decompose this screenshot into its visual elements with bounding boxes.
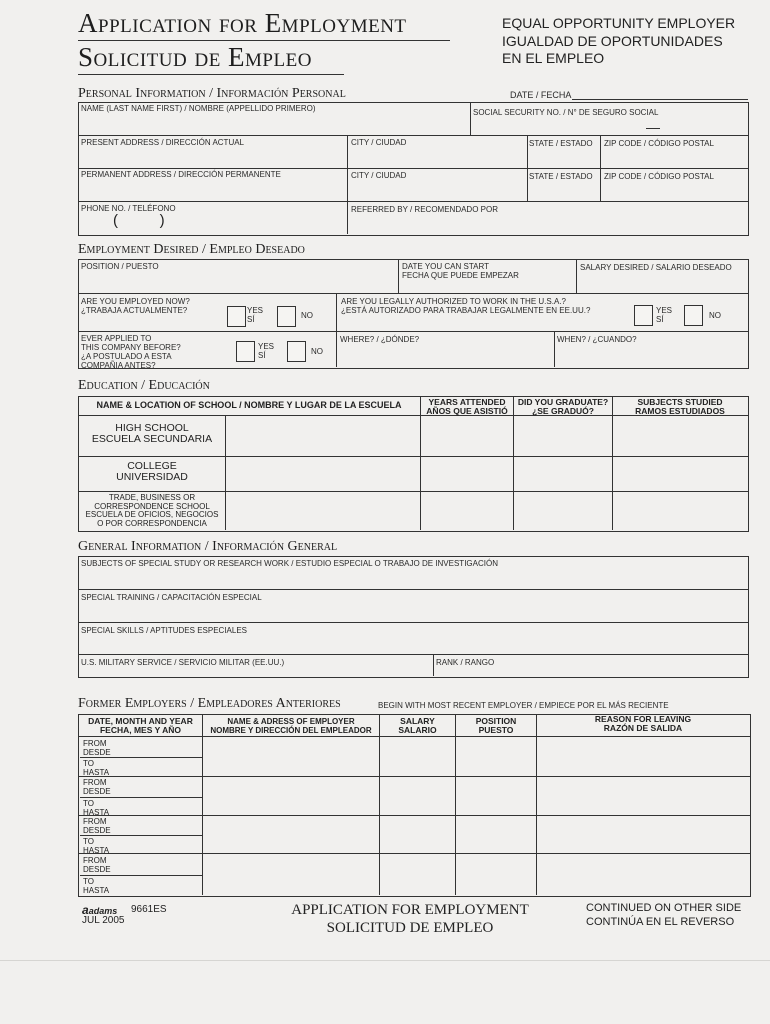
permanent-zip-label: ZIP CODE / CÓDIGO POSTAL [604,172,714,181]
former-col-date-line: DATE, MONTH AND YEAR [88,716,193,726]
from-label [83,856,111,874]
from-line: DESDE [83,748,111,757]
from-line: FROM [83,817,107,826]
permanent-zip-input[interactable] [601,181,747,200]
row-label-line: O POR CORRESPONDENCIA [97,518,207,528]
yes-label-line: YES [656,306,673,315]
yes-label-line: YES [247,306,264,315]
former-employers-note: BEGIN WITH MOST RECENT EMPLOYER / EMPIECE POR EL MÁS RECIENTE [378,701,669,710]
present-city-label: CITY / CIUDAD [351,138,407,147]
permanent-state-label: STATE / ESTADO [529,172,593,181]
section-title-education: Education / Educación [78,378,210,393]
former-col-name-line: NAME & ADRESS OF EMPLOYER [227,717,355,726]
from-line: FROM [83,778,107,787]
start-date-label-line: FECHA QUE PUEDE EMPEZAR [402,271,519,280]
permanent-city-input[interactable] [348,180,526,200]
start-date-label [402,262,519,280]
yes-label-line: SÍ [258,351,266,360]
row-label-line: HIGH SCHOOL [115,422,189,434]
where-label: WHERE? / ¿DÓNDE? [340,335,420,344]
education-col-graduated-line: DID YOU GRADUATE? [517,397,609,407]
from-line: DESDE [83,787,111,796]
continued-spanish: CONTINÚA EN EL REVERSO [586,916,735,928]
to-line: HASTA [83,808,110,817]
applied-yes-checkbox[interactable] [236,341,255,362]
eoe-line: IGUALDAD DE OPORTUNIDADES [502,32,723,49]
special-skills-input[interactable] [79,636,747,653]
applied-yes-label [258,342,274,360]
employed-now-line: ARE YOU EMPLOYED NOW? [81,297,190,306]
special-training-label: SPECIAL TRAINING / CAPACITACIÓN ESPECIAL [81,593,262,602]
where-input[interactable] [337,345,553,366]
applied-no-checkbox[interactable] [287,341,306,362]
authorized-yes-checkbox[interactable] [634,305,653,326]
education-row-college [80,461,224,483]
phone-area-code-parens: ( ) [113,212,165,229]
applied-before-line: ¿A POSTULADO A ESTA [81,352,172,361]
row-label-line: TRADE, BUSINESS OR [108,493,196,502]
applied-before-label [81,334,181,370]
to-label [83,759,109,777]
special-training-input[interactable] [79,603,747,621]
permanent-address-label: PERMANENT ADDRESS / DIRECCIÓN PERMANENTE [81,170,281,179]
when-input[interactable] [555,345,747,366]
authorized-label-line: ARE YOU LEGALLY AUTHORIZED TO WORK IN THE U.S.A.? [341,297,566,306]
employed-no-label: NO [301,311,313,320]
title-spanish: Solicitud de Empleo [78,42,312,72]
phone-label: PHONE NO. / TELÉFONO [81,204,176,213]
former-col-position [456,717,536,735]
phone-input[interactable] [79,213,346,233]
salary-desired-input[interactable] [577,273,747,292]
adams-logo-icon: a [82,903,89,917]
former-col-date [80,717,201,735]
referred-by-input[interactable] [348,214,747,233]
employer-row-input[interactable] [203,816,749,852]
former-col-salary-line: SALARIO [398,725,437,735]
yes-label-line: SÍ [247,315,255,324]
education-col-graduated [514,398,612,416]
special-study-input[interactable] [79,569,747,588]
from-line: FROM [83,856,107,865]
education-col-years-line: AÑOS QUE ASISTIÓ [426,406,508,416]
education-trade-input[interactable] [226,492,747,529]
present-city-input[interactable] [348,147,526,167]
special-study-label: SUBJECTS OF SPECIAL STUDY OR RESEARCH WORK / ESTUDIO ESPECIAL O TRABAJO DE INVESTIGACIÓN [81,559,498,568]
row-label-line: COLLEGE [127,460,177,472]
section-title-employment: Employment Desired / Empleo Deseado [78,242,305,257]
employed-yes-label [247,306,263,324]
authorized-yes-label [656,306,672,324]
permanent-city-label: CITY / CIUDAD [351,171,407,180]
name-input[interactable] [79,113,469,134]
section-title-personal: Personal Information / Información Personal [78,86,346,101]
applied-no-label: NO [311,347,323,356]
education-row-trade [80,494,224,528]
row-label-line: ESCUELA SECUNDARIA [91,433,213,445]
former-col-name-line: NOMBRE Y DIRECCIÓN DEL EMPLEADOR [210,726,372,735]
to-label [83,877,109,895]
position-input[interactable] [79,272,397,292]
former-col-reason-line: RAZÓN DE SALIDA [603,723,683,733]
title-english: Application for Employment [78,8,407,38]
education-col-years-line: YEARS ATTENDED [428,397,506,407]
from-label [83,817,111,835]
education-col-school: NAME & LOCATION OF SCHOOL / NOMBRE Y LUGAR DE LA ESCUELA [96,400,402,410]
employed-now-label [81,297,190,315]
from-line: DESDE [83,865,111,874]
military-service-label: U.S. MILITARY SERVICE / SERVICIO MILITAR (EE.UU.) [81,658,285,667]
present-zip-input[interactable] [601,148,747,167]
education-col-years [421,398,513,416]
former-col-reason-line: REASON FOR LEAVING [594,714,692,724]
row-label-line: CORRESPONDENCE SCHOOL [94,501,210,511]
form-number: 9661ES [131,904,167,915]
education-col-graduated-line: ¿SE GRADUÓ? [532,406,594,416]
to-label [83,799,109,817]
footer-title-spanish: SOLICITUD DE EMPLEO [326,920,494,936]
name-field-label: NAME (LAST NAME FIRST) / NOMBRE (APPELLIDO PRIMERO) [81,104,316,113]
employer-row-input[interactable] [203,777,749,814]
brand-name: adams [88,906,118,916]
from-label [83,778,111,796]
permanent-address-input[interactable] [79,180,346,200]
from-label [83,739,111,757]
to-line: HASTA [83,768,110,777]
footer-title-english: APPLICATION FOR EMPLOYMENT [291,902,529,918]
military-service-input[interactable] [79,667,432,675]
employed-no-checkbox[interactable] [277,306,296,327]
equal-opportunity-notice [502,15,735,68]
eoe-line: EQUAL OPPORTUNITY EMPLOYER [502,15,736,31]
to-line: TO [83,837,94,846]
row-label-line: ESCUELA DE OFICIOS, NEGOCIOS [85,510,219,520]
form-date: JUL 2005 [82,915,125,926]
present-address-input[interactable] [79,147,346,167]
to-line: TO [83,877,94,886]
employed-now-line: ¿TRABAJA ACTUALMENTE? [81,306,188,315]
start-date-label-line: DATE YOU CAN START [402,262,489,271]
from-line: DESDE [83,826,111,835]
former-col-name [203,717,379,735]
authorized-no-label: NO [709,311,721,320]
former-col-reason [537,715,749,733]
present-zip-label: ZIP CODE / CÓDIGO POSTAL [604,139,714,148]
to-line: HASTA [83,846,110,855]
continued-english: CONTINUED ON OTHER SIDE [586,902,742,914]
referred-by-label: REFERRED BY / RECOMENDADO POR [351,205,498,214]
eoe-line: EN EL EMPLEO [502,50,605,66]
employed-yes-checkbox[interactable] [227,306,246,327]
authorized-label [341,297,590,315]
education-col-subjects [613,398,747,416]
former-col-position-line: PUESTO [478,725,514,735]
date-label: DATE / FECHA [510,90,572,100]
education-high-school-input[interactable] [226,416,747,455]
yes-label-line: SÍ [656,315,664,324]
ssn-input[interactable] [471,117,747,134]
from-line: FROM [83,739,107,748]
section-title-general: General Information / Información General [78,539,338,554]
employer-row-input[interactable] [203,854,749,894]
to-line: TO [83,759,94,768]
to-line: TO [83,799,94,808]
applied-before-line: THIS COMPANY BEFORE? [81,343,181,352]
applied-before-line: EVER APPLIED TO [81,334,152,343]
section-title-former-employers: Former Employers / Empleadores Anteriores [78,696,341,711]
former-col-position-line: POSITION [475,716,517,726]
present-state-label: STATE / ESTADO [529,139,593,148]
start-date-input[interactable] [399,281,575,292]
when-label: WHEN? / ¿CUANDO? [557,335,637,344]
ssn-field-label: SOCIAL SECURITY NO. / N° DE SEGURO SOCIAL [473,108,659,117]
present-state-input[interactable] [528,148,599,167]
date-input[interactable] [572,99,748,100]
education-college-input[interactable] [226,457,747,490]
yes-label-line: YES [258,342,275,351]
authorized-no-checkbox[interactable] [684,305,703,326]
former-col-salary-line: SALARY [400,716,435,726]
rank-input[interactable] [434,667,747,675]
education-col-subjects-line: RAMOS ESTUDIADOS [635,406,725,416]
to-label [83,837,109,855]
salary-desired-label: SALARY DESIRED / SALARIO DESEADO [580,263,732,272]
applied-before-line: COMPAÑIA ANTES? [81,361,156,370]
education-col-subjects-line: SUBJECTS STUDIED [637,397,723,407]
permanent-state-input[interactable] [528,181,599,200]
to-line: HASTA [83,886,110,895]
row-label-line: UNIVERSIDAD [116,471,188,483]
education-row-high-school [80,423,224,445]
former-col-salary [380,717,455,735]
special-skills-label: SPECIAL SKILLS / APTITUDES ESPECIALES [81,626,247,635]
authorized-label-line: ¿ESTÁ AUTORIZADO PARA TRABAJAR LEGALMENTE EN EE.UU.? [341,306,591,315]
page-edge-line [0,960,770,961]
employer-row-input[interactable] [203,737,749,775]
present-address-label: PRESENT ADDRESS / DIRECCIÓN ACTUAL [81,138,244,147]
position-label: POSITION / PUESTO [81,262,159,271]
rank-label: RANK / RANGO [436,658,495,667]
former-col-date-line: FECHA, MES Y AÑO [99,725,182,735]
